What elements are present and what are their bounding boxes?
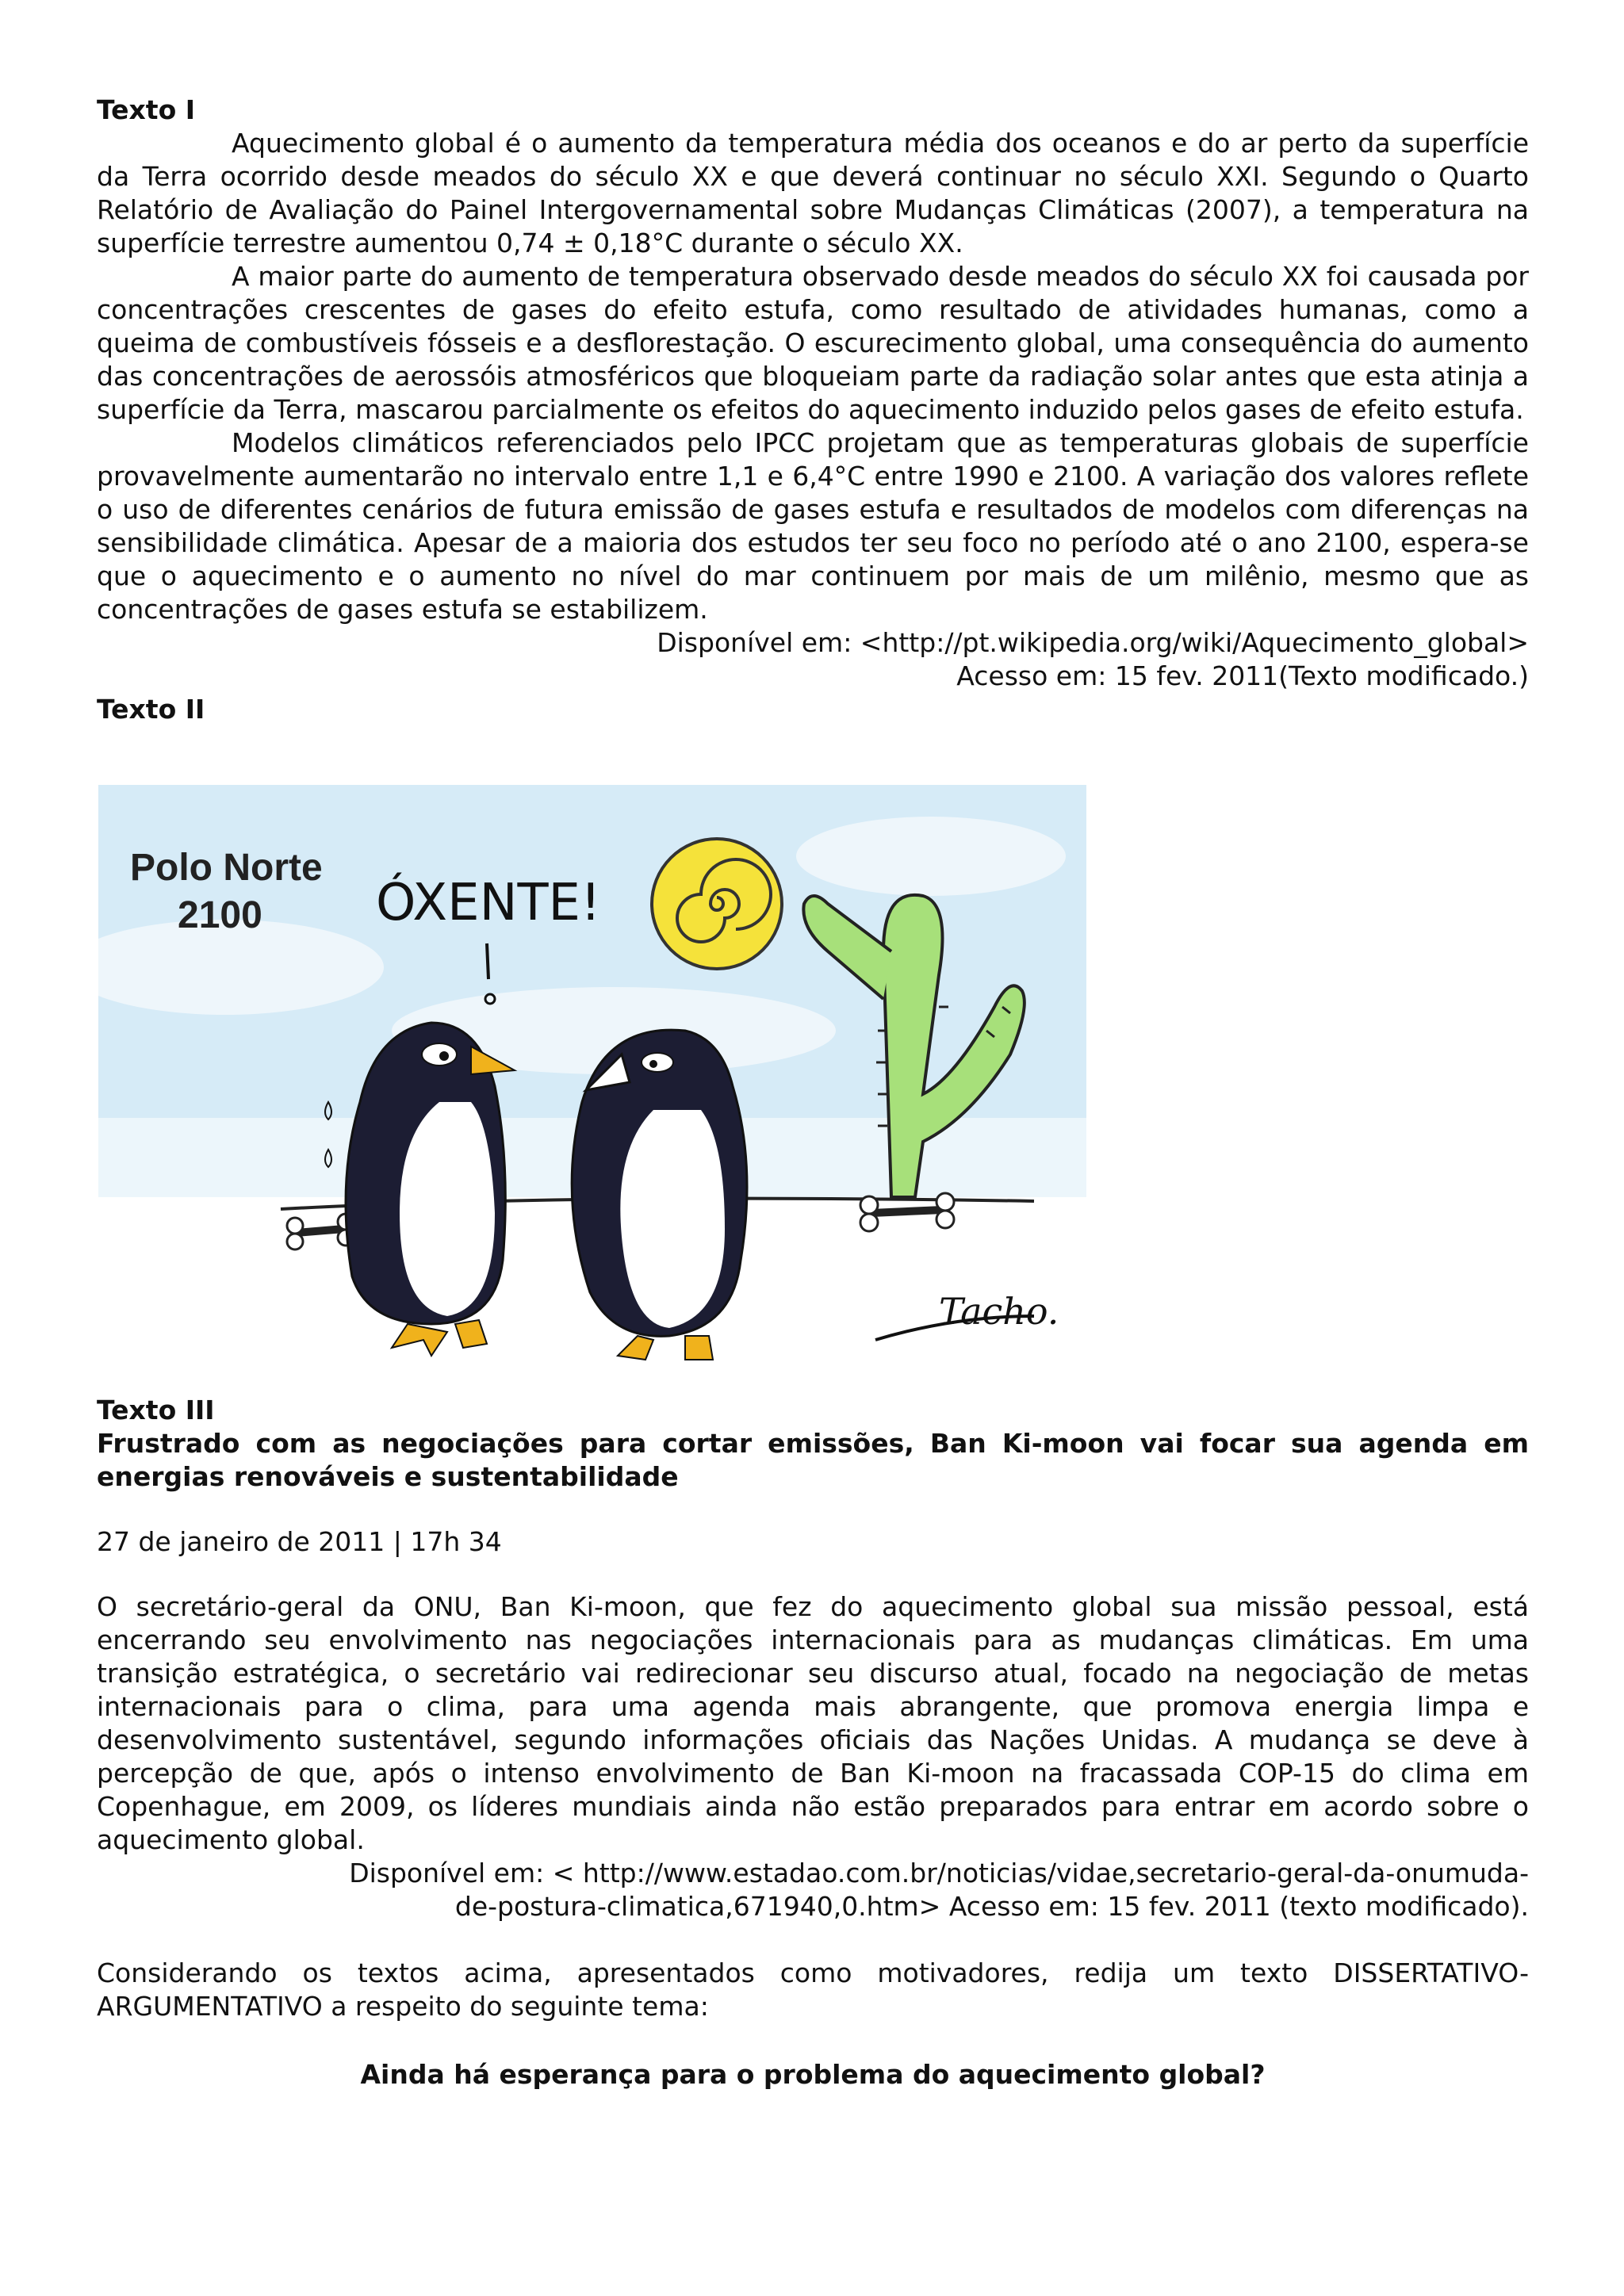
texto-1-source-url: Disponível em: <http://pt.wikipedia.org/wiki/Aquecimento_global> xyxy=(657,627,1529,658)
texto-1-paragraph-2: A maior parte do aumento de temperatura observado desde meados do século XX foi causada por concentrações crescentes de gases do efeito estufa, como resultado de atividades humanas, como a queima de combustíveis fósseis e a desflorestação. O escurecimento global, uma consequência do aumento das concentrações de aerossóis atmosféricos que bloqueiam parte da radiação solar antes que esta atinja a superfície da Terra, mascarou parcialmente os efeitos do aquecimento induzido pelos gases de efeito estufa. xyxy=(97,261,1529,425)
texto-2-title: Texto II xyxy=(97,694,205,725)
texto-1-title: Texto I xyxy=(97,94,196,125)
texto-1-paragraph-1: Aquecimento global é o aumento da temperatura média dos oceanos e do ar perto da superfície da Terra ocorrido desde meados do século XX e que deverá continuar no século XXI. Segundo o Quarto Relatório de Avaliação do Painel Intergovernamental sobre Mudanças Climáticas (2007), a temperatura na superfície terrestre aumentou 0,74 ± 0,18°C durante o século XX. xyxy=(97,128,1529,258)
cartoon-caption-place: Polo Norte xyxy=(130,847,323,889)
cloud xyxy=(796,817,1066,896)
speech-mark xyxy=(487,943,488,979)
sun-icon xyxy=(652,839,782,969)
bone-icon xyxy=(287,1214,354,1249)
texto-3-headline: Frustrado com as negociações para cortar emissões, Ban Ki-moon vai focar sua agenda em energias renováveis e sustentabilidade xyxy=(97,1428,1529,1492)
essay-theme-question: Ainda há esperança para o problema do aquecimento global? xyxy=(360,2059,1266,2090)
texto-3-source-url: Disponível em: < http://www.estadao.com.br/noticias/vidae,secretario-geral-da-onumuda- xyxy=(349,1858,1529,1888)
cartoon-caption-year: 2100 xyxy=(178,894,262,936)
speech-text: ÓXENTE! xyxy=(376,874,601,932)
texto-3-source-access: de-postura-climatica,671940,0.htm> Acesso em: 15 fev. 2011 (texto modificado). xyxy=(454,1891,1529,1922)
texto-3-section xyxy=(97,1394,1529,2091)
texto-1-paragraph-3: Modelos climáticos referenciados pelo IPCC projetam que as temperaturas globais de superfície provavelmente aumentarão no intervalo entre 1,1 e 6,4°C entre 1990 e 2100. A variação dos valores reflete o uso de diferentes cenários de futura emissão de gases estufa e resultados de modelos com diferenças na sensibilidade climática. Apesar de a maioria dos estudos ter seu foco no período até o ano 2100, espera-se que o aquecimento e o aumento no nível do mar continuem por mais de um milênio, mesmo que as concentrações de gases estufa se estabilizem. xyxy=(97,427,1529,625)
texto-3-title: Texto III xyxy=(97,1395,215,1425)
texto-1-section xyxy=(97,94,1529,726)
cartoon-signature: Tacho. xyxy=(939,1290,1059,1333)
texto-3-date: 27 de janeiro de 2011 | 17h 34 xyxy=(97,1526,502,1557)
essay-prompt: Considerando os textos acima, apresentados como motivadores, redija um texto DISSERTATIVO-ARGUMENTATIVO a respeito do seguinte tema: xyxy=(97,1957,1529,2022)
texto-1-source-access: Acesso em: 15 fev. 2011(Texto modificado.) xyxy=(956,660,1529,691)
penguin-right-icon xyxy=(572,1030,747,1360)
texto-3-body: O secretário-geral da ONU, Ban Ki-moon, que fez do aquecimento global sua missão pessoal, está encerrando seu envolvimento nas negociações internacionais para as mudanças climáticas. Em uma transição estratégica, o secretário vai redirecionar seu discurso atual, focado na negociação de metas internacionais para o clima, para uma agenda mais abrangente, que promova energia limpa e desenvolvimento sustentável, segundo informações oficiais das Nações Unidas. A mudança se deve à percepção de que, após o intenso envolvimento de Ban Ki-moon na fracassada COP-15 do clima em Copenhague, em 2009, os líderes mundiais ainda não estão preparados para entrar em acordo sobre o aquecimento global. xyxy=(97,1591,1529,1855)
penguin-cartoon xyxy=(98,769,1086,1387)
